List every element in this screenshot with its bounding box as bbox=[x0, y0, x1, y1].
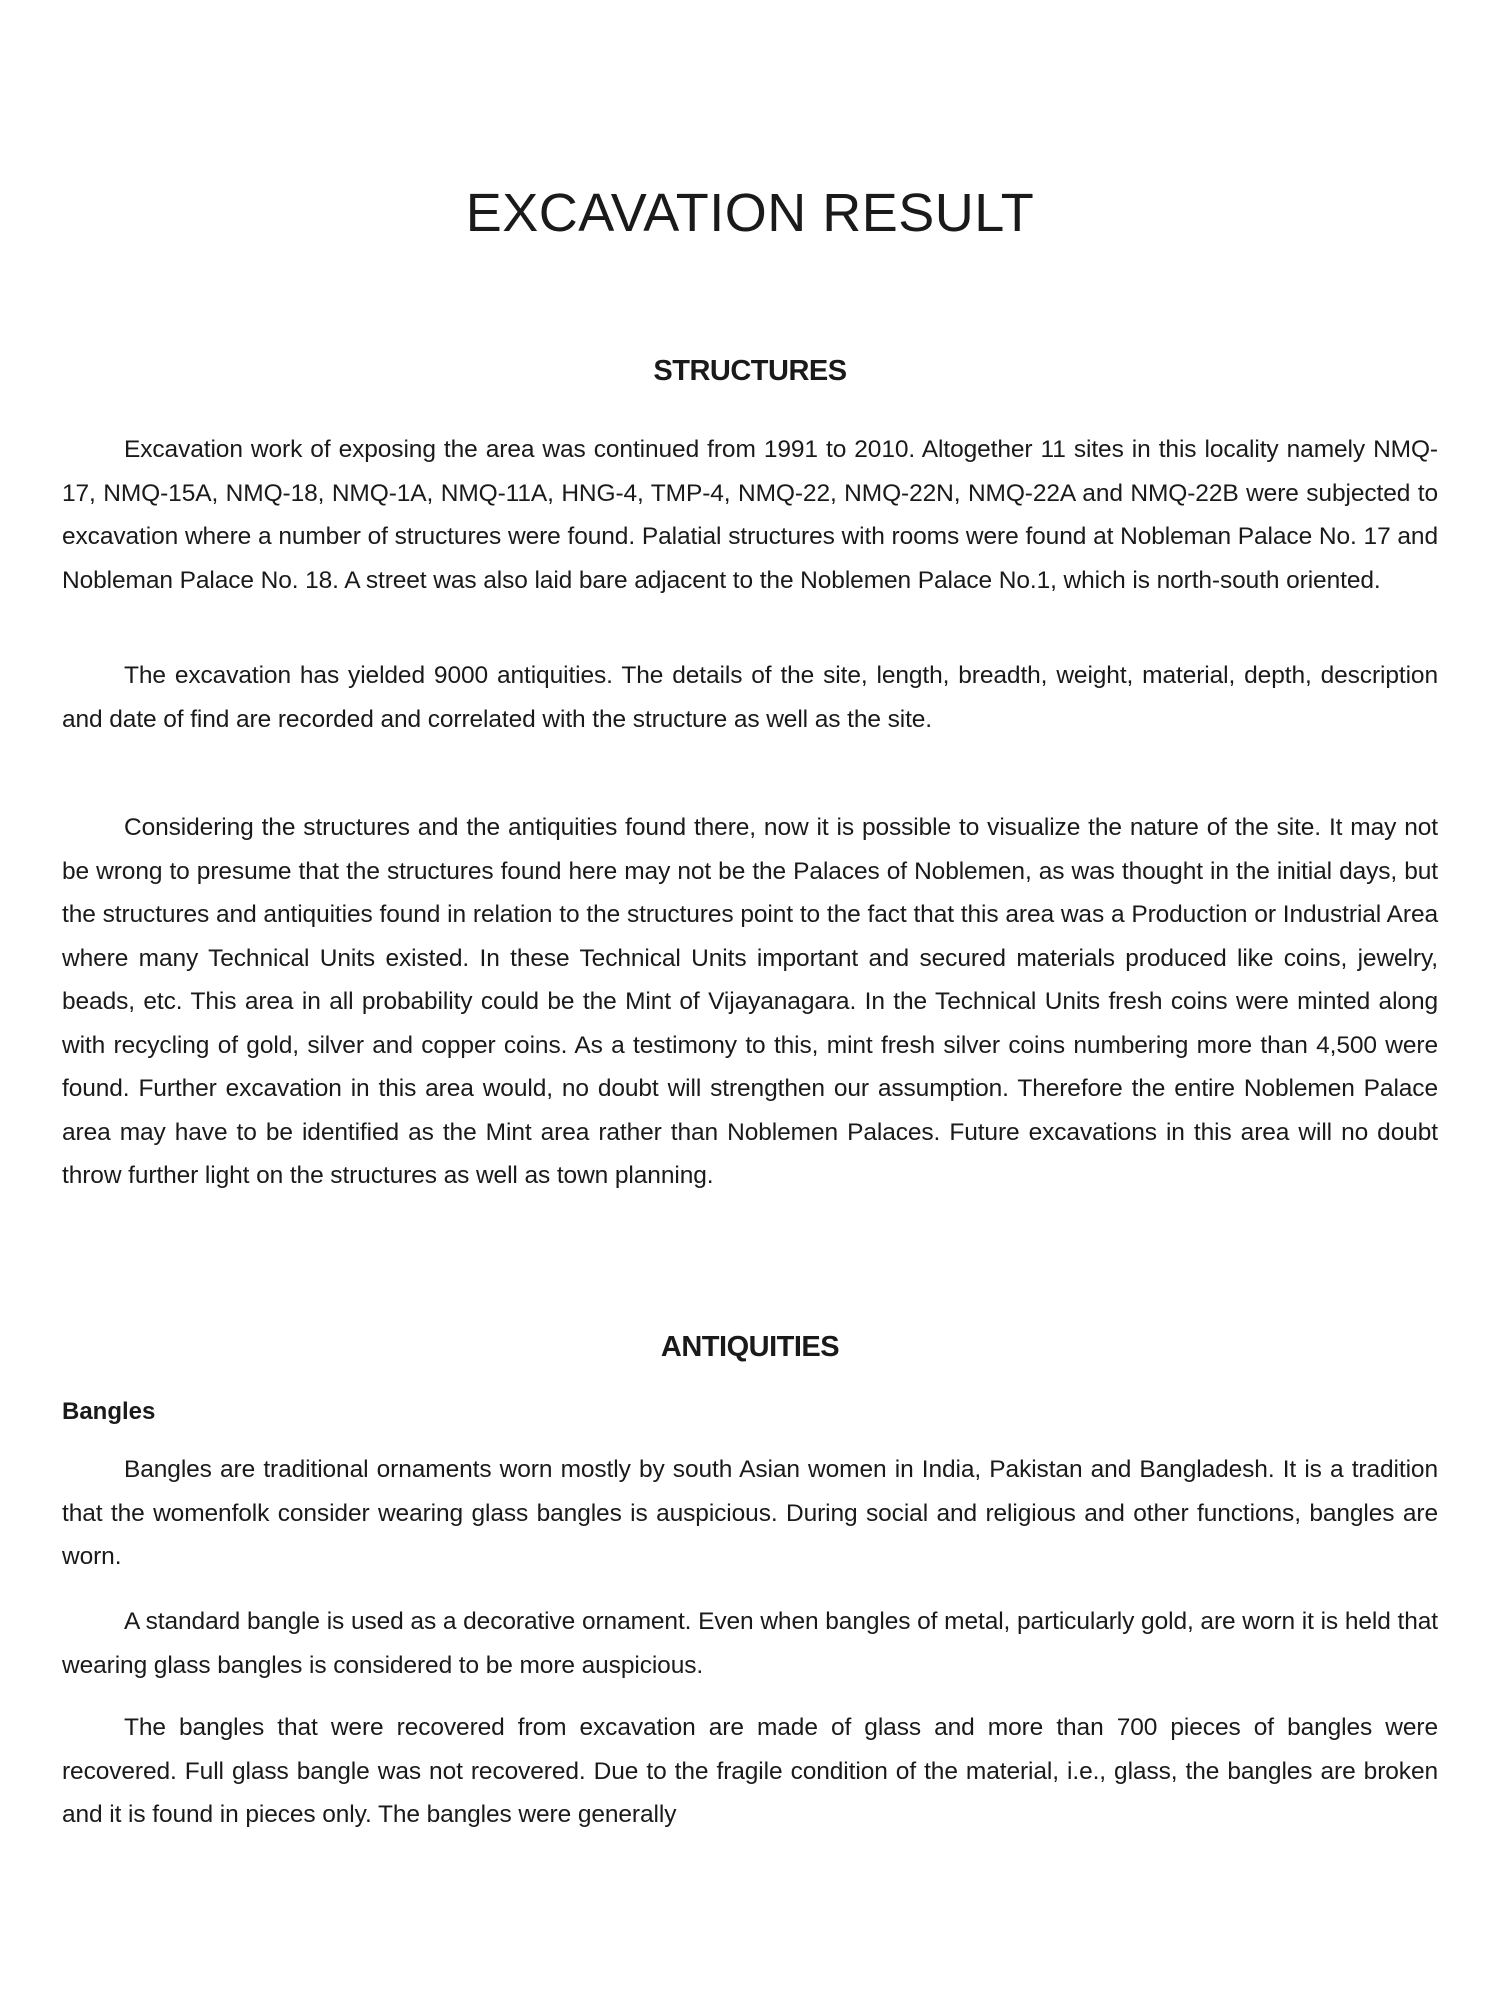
page-title: EXCAVATION RESULT bbox=[465, 183, 1035, 243]
antiquities-paragraph: The bangles that were recovered from excavation are made of glass and more than 700 pieces of bangles were recovered. Full glass bangle was not recovered. Due to the fragile condition of the material, i.e., glass, the bangles are broken and it is found in pieces only. The bangles were generally bbox=[62, 1714, 1438, 1828]
document-page bbox=[62, 0, 1438, 2000]
section-heading-antiquities: ANTIQUITIES bbox=[660, 1331, 840, 1363]
antiquities-paragraph: Bangles are traditional ornaments worn mostly by south Asian women in India, Pakistan and Bangladesh. It is a tradition that the womenfolk consider wearing glass bangles is auspicious. During social and religious and other functions, bangles are worn. bbox=[62, 1456, 1438, 1570]
structures-paragraph: Considering the structures and the antiquities found there, now it is possible to visualize the nature of the site. It may not be wrong to presume that the structures found here may not be the Palaces of Noblemen, as was thought in the initial days, but the structures and antiquities found in relation to the structures point to the fact that this area was a Production or Industrial Area where many Technical Units existed. In these Technical Units important and secured materials produced like coins, jewelry, beads, etc. This area in all probability could be the Mint of Vijayanagara. In the Technical Units fresh coins were minted along with recycling of gold, silver and copper coins. As a testimony to this, mint fresh silver coins numbering more than 4,500 were found. Further excavation in this area would, no doubt will strengthen our assumption. Therefore the entire Noblemen Palace area may have to be identified as the Mint area rather than Noblemen Palaces. Future excavations in this area will no doubt throw further light on the structures as well as town planning. bbox=[62, 814, 1438, 1189]
structures-paragraph: The excavation has yielded 9000 antiquities. The details of the site, length, breadth, weight, material, depth, description and date of find are recorded and correlated with the structure as well as the site. bbox=[62, 662, 1438, 733]
subheading-bangles: Bangles bbox=[62, 1398, 156, 1425]
structures-paragraph: Excavation work of exposing the area was continued from 1991 to 2010. Altogether 11 sites in this locality namely NMQ-17, NMQ-15A, NMQ-18, NMQ-1A, NMQ-11A, HNG-4, TMP-4, NMQ-22, NMQ-22N, NMQ-22A and NMQ-22B were subjected to excavation where a number of structures were found. Palatial structures with rooms were found at Nobleman Palace No. 17 and Nobleman Palace No. 18. A street was also laid bare adjacent to the Noblemen Palace No.1, which is north-south oriented. bbox=[62, 436, 1438, 594]
antiquities-paragraph: A standard bangle is used as a decorative ornament. Even when bangles of metal, particularly gold, are worn it is held that wearing glass bangles is considered to be more auspicious. bbox=[62, 1608, 1438, 1679]
section-heading-structures: STRUCTURES bbox=[653, 355, 847, 387]
